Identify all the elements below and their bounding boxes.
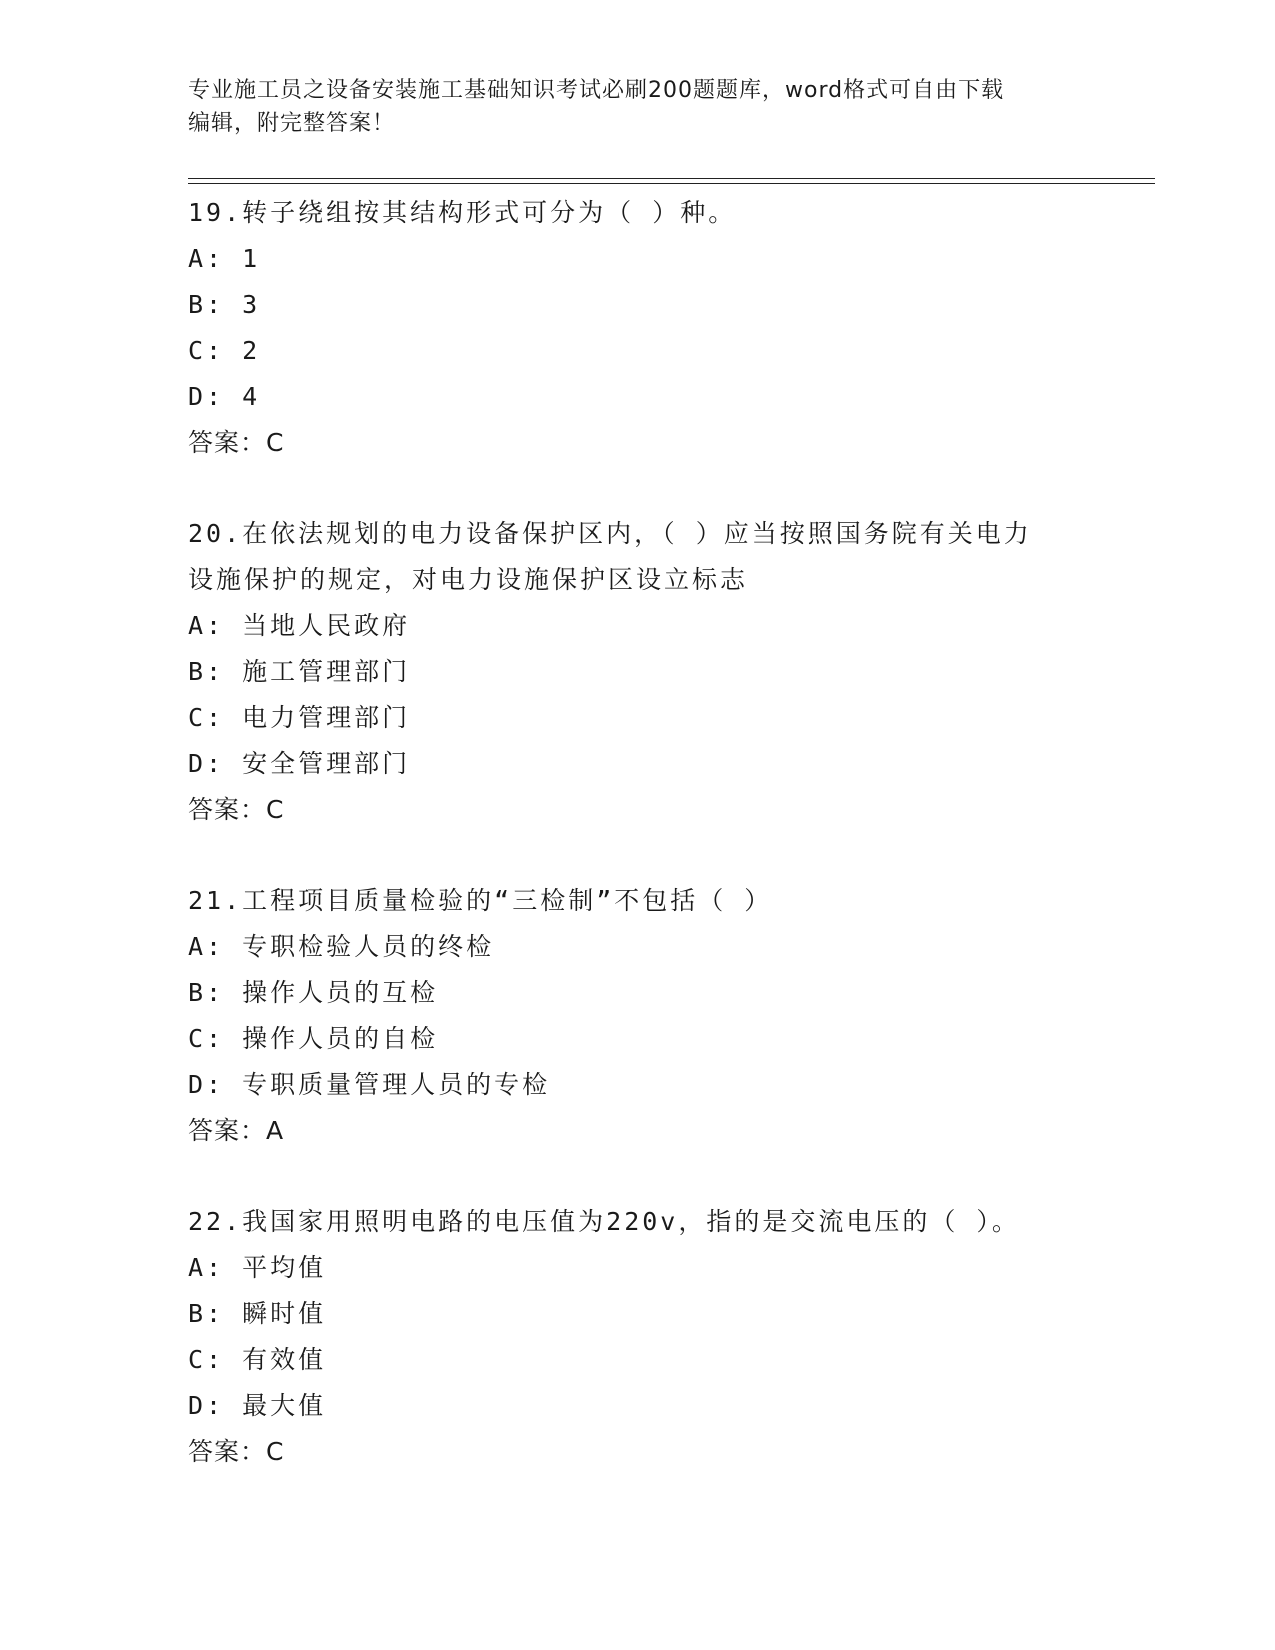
- question-20: [188, 511, 1088, 833]
- question-stem: 19.转子绕组按其结构形式可分为（ ）种。: [188, 198, 737, 227]
- option-c: C: 操作人员的自检: [188, 1024, 439, 1053]
- option-a: A: 平均值: [188, 1253, 327, 1282]
- question-21: [188, 878, 1088, 1154]
- option-a: A: 当地人民政府: [188, 611, 411, 640]
- header-divider: [188, 178, 1155, 184]
- answer: 答案：C: [188, 428, 285, 457]
- option-c: C: 电力管理部门: [188, 703, 411, 732]
- option-a: A: 1: [188, 244, 261, 273]
- option-d: D: 4: [188, 382, 261, 411]
- option-b: B: 操作人员的互检: [188, 978, 439, 1007]
- question-stem: 22.我国家用照明电路的电压值为220v，指的是交流电压的（ ）。: [188, 1207, 1020, 1236]
- option-a: A: 专职检验人员的终检: [188, 932, 495, 961]
- question-stem: 20.在依法规划的电力设备保护区内，（ ）应当按照国务院有关电力: [188, 519, 1032, 548]
- option-b: B: 3: [188, 290, 261, 319]
- option-d: D: 最大值: [188, 1391, 327, 1420]
- option-b: B: 施工管理部门: [188, 657, 411, 686]
- header-line-2: 编辑，附完整答案！: [188, 111, 396, 136]
- question-list: [188, 190, 1088, 1520]
- question-stem-continued: 设施保护的规定，对电力设施保护区设立标志: [188, 565, 749, 594]
- header-line-1: 专业施工员之设备安装施工基础知识考试必刷200题题库，word格式可自由下载: [188, 78, 1005, 103]
- question-stem: 21.工程项目质量检验的“三检制”不包括（ ）: [188, 886, 773, 915]
- question-22: [188, 1199, 1088, 1475]
- option-b: B: 瞬时值: [188, 1299, 327, 1328]
- option-c: C: 有效值: [188, 1345, 327, 1374]
- answer: 答案：C: [188, 795, 285, 824]
- document-header: [188, 74, 1088, 140]
- question-19: [188, 190, 1088, 466]
- answer: 答案：C: [188, 1437, 285, 1466]
- option-d: D: 安全管理部门: [188, 749, 411, 778]
- option-d: D: 专职质量管理人员的专检: [188, 1070, 551, 1099]
- option-c: C: 2: [188, 336, 261, 365]
- answer: 答案：A: [188, 1116, 285, 1145]
